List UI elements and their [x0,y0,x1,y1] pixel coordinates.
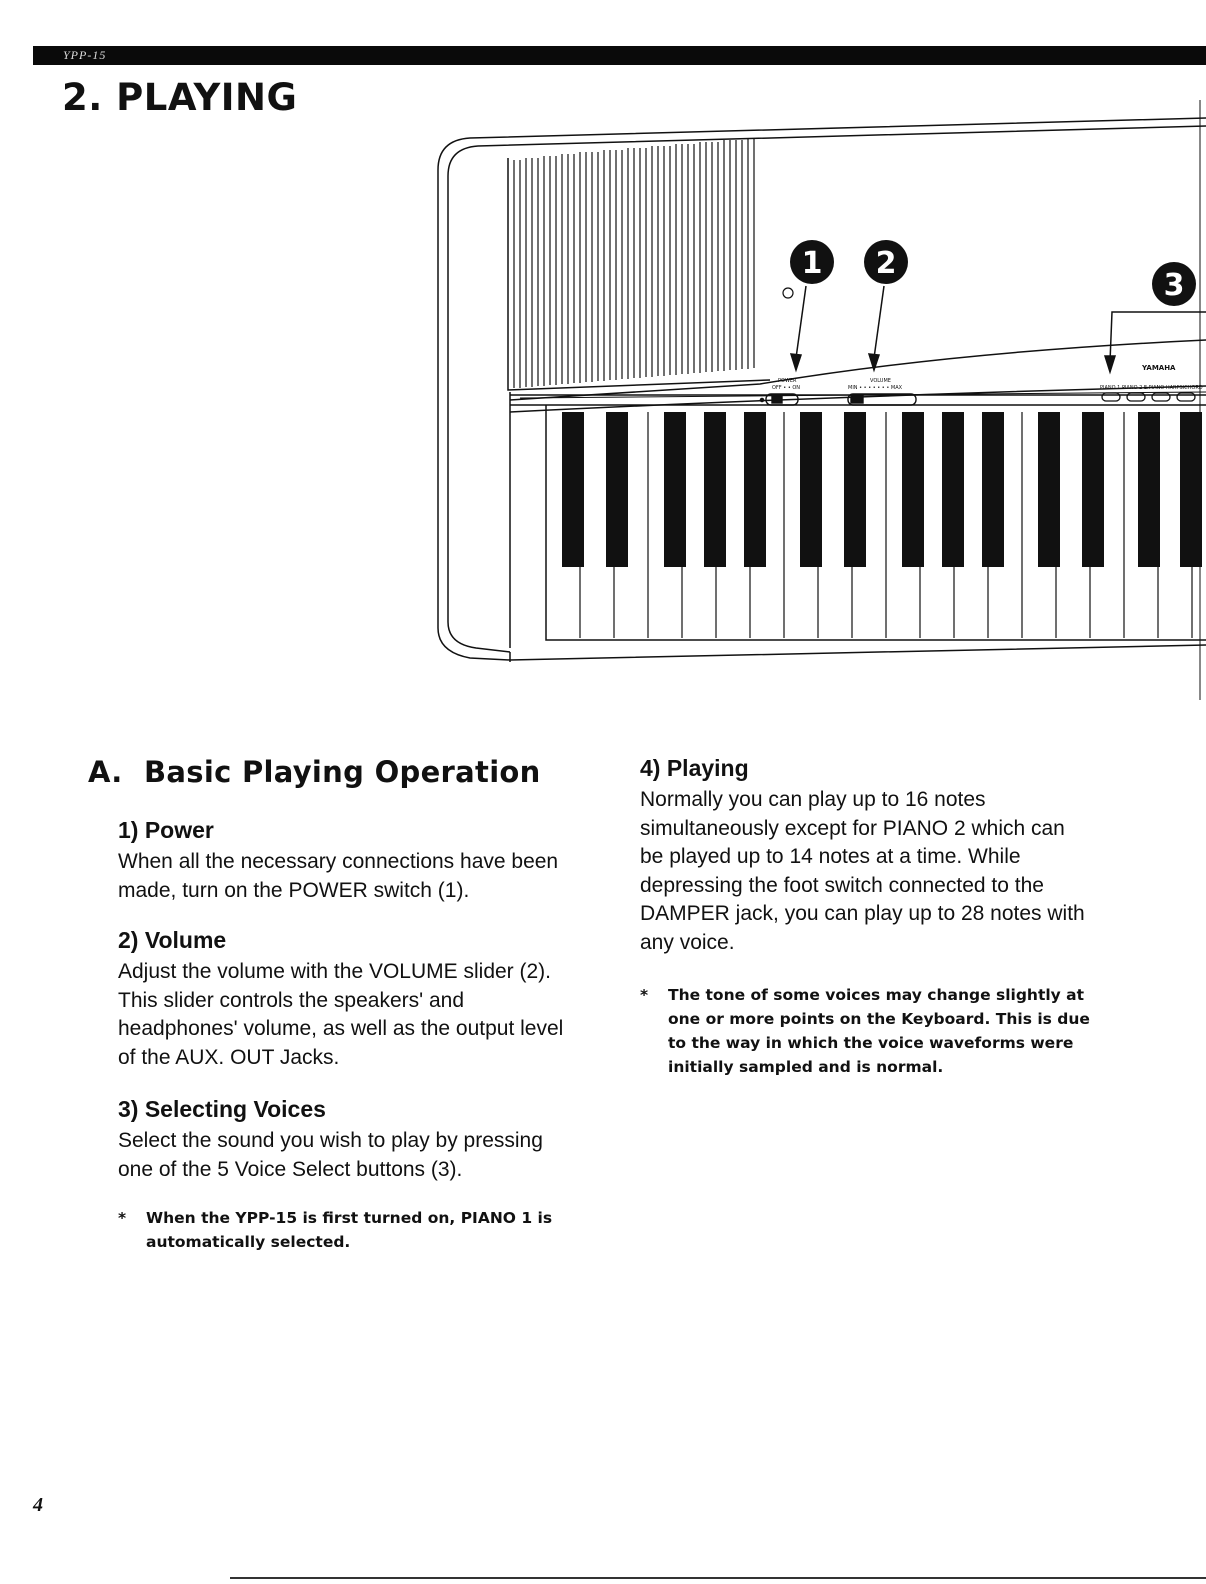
voices-label: PIANO 1 PIANO 2 E.PIANO HARPSICHORD [1100,385,1203,391]
off-on-label: OFF • • ON [772,385,801,391]
playing-note-text: The tone of some voices may change slightly at one or more points on the Keyboard. This is due to the way in which the voice waveforms were initially sampled and is normal. [668,986,1090,1076]
power-text: When all the necessary connections have been made, turn on the POWER switch (1). [118,850,559,902]
callout-2 [864,240,908,284]
playing-note [640,983,1090,1079]
power-heading: 1) Power [118,817,214,843]
volume-text: Adjust the volume with the VOLUME slider (2). This slider controls the speakers' and headphones' volume, as well as the output level of the AUX. OUT Jacks. [118,960,564,1069]
brand-logo: YAMAHA [1142,364,1176,372]
header-bar [33,46,1206,65]
min-max-label: MIN • • • • • • • MAX [848,385,903,391]
playing-heading: 4) Playing [640,755,749,781]
speaker-grille [514,138,754,388]
volume-heading: 2) Volume [118,927,227,953]
bottom-rule [230,1577,1206,1579]
black-keys [562,412,1202,567]
voices-note [118,1206,566,1254]
note-asterisk: * [118,1209,127,1227]
voices-note-text: When the YPP-15 is first turned on, PIANO 1 is automatically selected. [146,1209,553,1251]
power-indicator-icon [783,288,793,298]
power-section [118,817,566,905]
callout-1-label: 1 [801,246,823,281]
keyboard-diagram [430,100,1206,700]
power-label: POWER [778,378,797,384]
right-column [640,755,1090,1079]
note-asterisk: * [640,986,649,1004]
voices-heading: 3) Selecting Voices [118,1096,326,1122]
voices-text: Select the sound you wish to play by pressing one of the 5 Voice Select buttons (3). [118,1129,543,1181]
voices-section [118,1096,566,1254]
callout-3 [1152,262,1196,306]
page-number: 4 [33,1494,43,1516]
page-title: 2. PLAYING [62,76,298,119]
left-column [88,755,566,1254]
section-title: Basic Playing Operation [144,755,541,789]
callout-1 [790,240,834,284]
section-heading [88,755,566,789]
section-letter: A. [88,755,123,789]
playing-text: Normally you can play up to 16 notes simultaneously except for PIANO 2 which can be played up to 14 notes at a time. While depressing the foot switch connected to the DAMPER jack, you can play up to 28 notes with any voice. [640,788,1085,954]
callout-3-label: 3 [1163,268,1185,303]
callout-2-label: 2 [875,246,897,281]
volume-label: VOLUME [870,378,891,384]
header-model: YPP-15 [63,48,107,62]
voice-select-buttons [1102,393,1195,401]
volume-section [118,927,566,1072]
